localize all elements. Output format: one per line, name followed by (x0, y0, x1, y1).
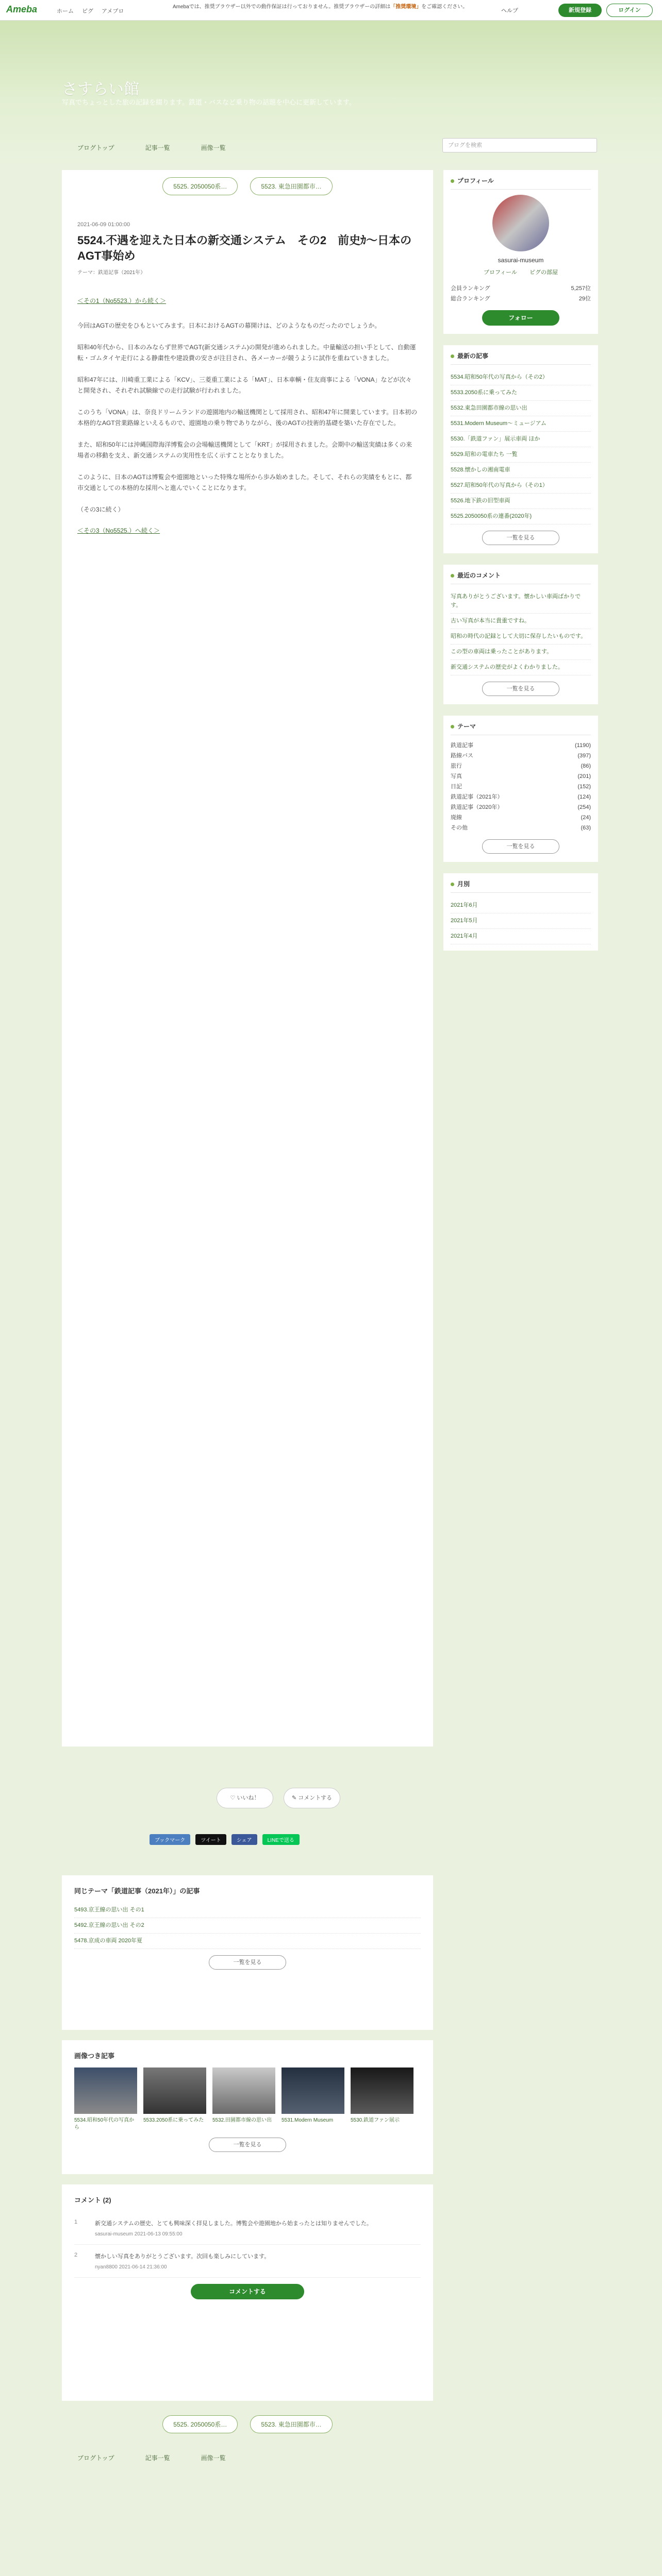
share-bookmark[interactable]: ブックマーク (150, 1834, 190, 1845)
article-paragraph: 昭和47年には、川崎重工業による「KCV」、三菱重工業による「MAT」、日本車輌・住友商事による「VONA」などが次々と開発され、それぞれ試験線での走行試験が行われました。 (77, 376, 412, 394)
nav-home[interactable]: ホーム (57, 8, 74, 14)
theme-name: 鉄道記事 (451, 742, 473, 749)
recent-comment[interactable]: 古い写真が本当に貴重ですね。 (451, 614, 591, 629)
recent-entry[interactable]: 5533.2050系に乗ってみた (451, 385, 591, 401)
article-title[interactable]: 5524.不遇を迎えた日本の新交通システム その2 前史ｶ〜日本のAGT事始め (77, 234, 412, 262)
theme-name: 写真 (451, 773, 462, 779)
share-buttons (150, 1834, 300, 1845)
recent-comment[interactable]: 新交通システムの歴史がよくわかりました。 (451, 660, 591, 675)
images-heading: 画像つき記事 (74, 2052, 115, 2060)
browser-notice (173, 4, 482, 10)
recent-more-button[interactable]: 一覧を見る (482, 531, 559, 545)
article (77, 222, 418, 550)
profile-name[interactable]: sasurai-museum (498, 257, 544, 264)
image-caption: 5530.鉄道ファン展示 (351, 2117, 400, 2123)
archive-heading: 月別 (451, 879, 591, 893)
avatar[interactable] (492, 195, 549, 251)
related-entry[interactable]: 5478.京成の車両 2020年夏 (74, 1934, 421, 1949)
image-entry[interactable] (212, 2067, 275, 2131)
archive-month[interactable]: 2021年5月 (451, 913, 591, 929)
rank-value: 5,257位 (571, 285, 591, 292)
theme-count: (63) (581, 825, 591, 831)
theme-name: 廃線 (451, 815, 462, 821)
thumbnail (212, 2067, 275, 2114)
image-entry[interactable] (282, 2067, 344, 2131)
theme-item[interactable] (451, 812, 591, 823)
recent-entry[interactable]: 5534.昭和50年代の写真から（その2） (451, 370, 591, 385)
profile-heading: プロフィール (451, 176, 591, 190)
footer-nav-images[interactable]: 画像一覧 (201, 2454, 226, 2462)
recent-entries-box (443, 345, 598, 553)
profile-links (451, 268, 591, 276)
theme-item[interactable] (451, 751, 591, 761)
comments-label: コメント (74, 2196, 102, 2204)
recent-entry[interactable]: 5527.昭和50年代の写真から（その1） (451, 478, 591, 494)
next-article-button[interactable]: 5523. 東急田園都市… (250, 177, 332, 195)
recent-entry[interactable]: 5529.昭和の電車たち 一覧 (451, 447, 591, 463)
article-paragraph: このうち「VONA」は、奈良ドリームランドの遊園地内の輸送機関として採用され、昭和47年に開業しています。日本初の本格的なAGT営業路線といえるもので、遊園地の乗り物でありながら、後のAGTの技術的基礎を築いた存在でした。 (77, 409, 418, 427)
image-caption: 5533.2050系に乗ってみた (143, 2117, 204, 2123)
pigg-room-link[interactable]: ピグの部屋 (529, 269, 558, 276)
related-entry[interactable]: 5493.京王線の思い出 その1 (74, 1903, 421, 1918)
comment-button[interactable] (284, 1788, 340, 1808)
image-caption: 5534.昭和50年代の写真から (74, 2117, 135, 2130)
comment-icon: ✎ (292, 1795, 299, 1801)
comment-number: 1 (74, 2219, 78, 2225)
theme-item[interactable] (451, 771, 591, 782)
theme-name: その他 (451, 825, 468, 831)
article-paragraph: （その3に続く） (77, 506, 124, 513)
theme-count: (254) (577, 804, 591, 810)
footer-nav-entries[interactable]: 記事一覧 (145, 2454, 170, 2462)
profile-link[interactable]: ブロフィール (484, 269, 517, 276)
footer-nav-top[interactable]: ブログトップ (77, 2454, 114, 2462)
image-entries (62, 2040, 433, 2174)
share-tweet[interactable]: ツイート (195, 1834, 226, 1845)
comments-title: コメント (2) (74, 2196, 111, 2204)
theme-count: (397) (577, 753, 591, 759)
recent-entry[interactable]: 5530.「鉄道ファン」展示車両 ほか (451, 432, 591, 447)
theme-name: 鉄道記事（2021年） (451, 794, 503, 800)
article-footer (62, 1875, 433, 2576)
article-date: 2021-06-09 01:00:00 (77, 222, 130, 228)
article-paragraph: 昭和40年代から、日本のみならず世界でAGT(新交通システム)の開発が進められました。中量輸送の担い手として、自動運転・ゴムタイヤ走行による静粛性や建設費の安さが注目され、各メーカーが競うように試作を重ねていきました。 (77, 344, 416, 362)
theme-count: (124) (577, 794, 591, 800)
comment-item (74, 2212, 421, 2245)
thumbnail (351, 2067, 413, 2114)
theme-count: (1190) (575, 742, 591, 749)
thumbnail (74, 2067, 137, 2114)
recent-entry[interactable]: 5532.東急田園都市線の思い出 (451, 401, 591, 416)
recent-comment[interactable]: この型の車両は乗ったことがあります。 (451, 645, 591, 660)
nav-ameblo[interactable]: アメブロ (102, 8, 124, 14)
comment-item (74, 2245, 421, 2278)
article-paragraph: 今回はAGTの歴史をひもといてみます。日本におけるAGTの幕開けは、どのようなものだったのでしょうか。 (77, 322, 381, 329)
follow-button[interactable]: フォロー (482, 310, 559, 326)
comment-text: 新交通システムの歴史、とても興味深く拝見しました。博覧会や遊園地から始まったとは知りませんでした。 (95, 2221, 372, 2227)
notice-link[interactable]: 「推奨環境」 (390, 4, 422, 10)
bottom-nav (62, 2447, 433, 2468)
recent-entry[interactable]: 5526.地下鉄の旧型車両 (451, 494, 591, 509)
comments-more-button[interactable]: 一覧を見る (482, 682, 559, 696)
recent-entry[interactable]: 5528.懐かしの湘南電車 (451, 463, 591, 478)
rank-label: 総合ランキング (451, 296, 490, 302)
comments-count: 2 (105, 2196, 109, 2204)
nav-image-list[interactable]: 画像一覧 (201, 144, 226, 151)
rank-row (451, 294, 591, 304)
profile-box (443, 170, 598, 334)
notice-suffix: をご確認ください。 (421, 4, 468, 10)
share-facebook[interactable]: シェア (231, 1834, 257, 1845)
bottom-pager (62, 2411, 433, 2437)
recent-comments-box (443, 565, 598, 704)
help-link[interactable]: ヘルプ (501, 8, 518, 14)
ameba-logo[interactable]: Ameba (6, 4, 38, 14)
archive-box (443, 873, 598, 951)
theme-name: 路線バス (451, 753, 473, 759)
blog-description: 写真でちょっとした旅の記録を綴ります。鉄道・バスなど乗り物の話題を中心に更新しています。 (62, 98, 356, 106)
recent-entry[interactable]: 5531.Modern Museum〜ミュージアム (451, 416, 591, 432)
share-line[interactable]: LINEで送る (262, 1834, 300, 1845)
article-pager (62, 173, 433, 199)
theme-count: (86) (581, 763, 591, 769)
rank-row (451, 283, 591, 294)
images-more-button[interactable]: 一覧を見る (209, 2138, 286, 2152)
theme-count: (152) (577, 784, 591, 790)
article-theme[interactable]: テーマ：鉄道記事（2021年） (77, 270, 146, 276)
theme-count: (201) (577, 773, 591, 779)
article-paragraph: このように、日本のAGTは博覧会や遊園地といった特殊な場所から歩み始めました。そして、それらの実績をもとに、都市交通としての本格的な採用へと進んでいくことになります。 (77, 473, 412, 492)
related-entry[interactable]: 5492.京王線の思い出 その2 (74, 1918, 421, 1934)
recent-comment[interactable]: 写真ありがとうございます。懐かしい車両ばかりです。 (451, 589, 591, 614)
theme-name: 鉄道記事（2020年） (451, 804, 503, 810)
recent-entry[interactable]: 5525.2050050系の連番(2020年) (451, 509, 591, 524)
thumbnail (143, 2067, 206, 2114)
archive-month[interactable]: 2021年4月 (451, 929, 591, 944)
rank-label: 会員ランキング (451, 285, 490, 292)
next-article-button-bottom[interactable]: 5523. 東急田園都市… (250, 2415, 332, 2433)
comments-section (62, 2184, 433, 2401)
prev-article-button-bottom[interactable]: 5525. 2050050系… (162, 2415, 238, 2433)
rank-value: 29位 (578, 296, 591, 302)
comment-number: 2 (74, 2252, 78, 2258)
archive-month[interactable]: 2021年6月 (451, 898, 591, 913)
theme-item[interactable] (451, 782, 591, 792)
sidebar (443, 170, 598, 962)
comment-author[interactable]: nyan8800 2021-06-14 21:36:00 (95, 2264, 167, 2270)
comment-text: 懐かしい写真をありがとうございます。次回も楽しみにしています。 (95, 2253, 270, 2260)
global-header (0, 0, 662, 21)
like-button[interactable] (217, 1788, 273, 1808)
theme-item[interactable] (451, 802, 591, 812)
article-paragraph: また、昭和50年には沖縄国際海洋博覧会の会場輸送機関として「KRT」が採用されました。会期中の輸送実績は多くの来場者の移動を支え、新交通システムの実用性を広く示すこととなりました。 (77, 441, 412, 459)
blog-search-input[interactable]: ブログを検索 (442, 138, 597, 152)
nav-blog-top[interactable]: ブログトップ (77, 144, 114, 151)
blog-title[interactable]: さすらい館 (62, 81, 139, 98)
themes-heading: テーマ (451, 722, 591, 735)
recent-comment[interactable]: 昭和の時代の記録として大切に保存したいものです。 (451, 629, 591, 645)
comment-label: コメントする (298, 1795, 332, 1801)
theme-name: 旅行 (451, 763, 462, 769)
image-entry[interactable] (351, 2067, 413, 2131)
reaction-buttons (217, 1788, 340, 1808)
comment-author[interactable]: sasurai-museum 2021-06-13 09:55:00 (95, 2231, 183, 2237)
theme-name: 日記 (451, 784, 462, 790)
nav-entry-list[interactable]: 記事一覧 (145, 144, 170, 151)
image-grid (74, 2067, 421, 2131)
prev-part-link[interactable]: ＜その1（No5523.）から続く＞ (77, 297, 167, 304)
like-label: いいね！ (237, 1795, 260, 1801)
themes-more-button[interactable]: 一覧を見る (482, 839, 559, 854)
notice-text: Amebaでは、推奨ブラウザー以外での動作保証は行っておりません。推奨ブラウザーの詳細は (173, 4, 391, 10)
image-caption: 5532.田園都市線の思い出 (212, 2117, 272, 2123)
prev-article-button[interactable]: 5525. 2050050系… (162, 177, 238, 195)
related-entries (62, 1875, 433, 2030)
global-nav (57, 7, 124, 15)
recent-heading: 最新の記事 (451, 351, 591, 365)
write-comment-button[interactable]: コメントする (191, 2284, 304, 2299)
theme-item[interactable] (451, 823, 591, 833)
image-entry[interactable] (143, 2067, 206, 2131)
related-more-button[interactable]: 一覧を見る (209, 1955, 286, 1970)
thumbnail (282, 2067, 344, 2114)
heart-icon: ♡ (230, 1795, 237, 1801)
nav-pigg[interactable]: ピグ (82, 8, 93, 14)
next-part-link[interactable]: ＜その3（No5525.）へ続く＞ (77, 527, 160, 534)
signup-button[interactable]: 新規登録 (558, 4, 602, 17)
theme-item[interactable] (451, 792, 591, 802)
theme-item[interactable] (451, 740, 591, 751)
image-entry[interactable] (74, 2067, 137, 2131)
related-heading: 同じテーマ「鉄道記事（2021年）」の記事 (74, 1887, 200, 1895)
theme-count: (24) (581, 815, 591, 821)
login-button[interactable]: ログイン (606, 4, 653, 17)
image-caption: 5531.Modern Museum (282, 2117, 334, 2123)
comments-heading: 最近のコメント (451, 571, 591, 584)
themes-box (443, 716, 598, 862)
theme-item[interactable] (451, 761, 591, 771)
